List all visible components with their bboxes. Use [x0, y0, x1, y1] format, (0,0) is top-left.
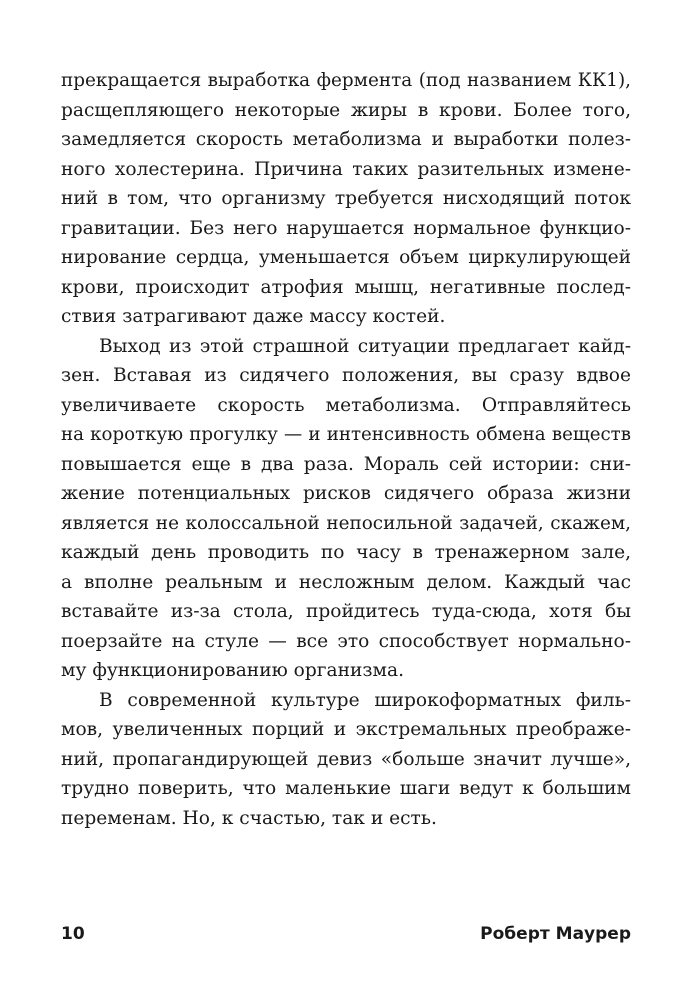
text-line: на короткую прогулку — и интенсивность обмена веществ: [61, 424, 631, 445]
author-name: Роберт Маурер: [480, 924, 631, 944]
text-line: ного холестерина. Причина таких разительных измене-: [61, 158, 631, 180]
text-line: расщепляющего некоторые жиры в крови. Более того,: [61, 99, 631, 121]
text-line: мов, увеличенных порций и экстремальных преображе-: [61, 719, 631, 740]
text-line: крови, происходит атрофия мышц, негативные послед-: [61, 276, 631, 298]
paragraph: [61, 66, 631, 332]
text-line: замедляется скорость метаболизма и выработки полез-: [61, 129, 631, 150]
text-line: повышается еще в два раза. Мораль сей истории: сни-: [61, 453, 631, 475]
text-line: ствия затрагивают даже массу костей.: [61, 306, 446, 327]
paragraph: [61, 332, 631, 686]
text-line: трудно поверить, что маленькие шаги ведут к большим: [61, 778, 631, 799]
text-line: зен. Вставая из сидячего положения, вы сразу вдвое: [61, 365, 631, 386]
text-line: нирование сердца, уменьшается объем циркулирующей: [61, 247, 631, 268]
text-line: гравитации. Без него нарушается нормальное функцио-: [61, 217, 631, 239]
page-number: 10: [61, 924, 85, 944]
page-footer: [61, 922, 631, 946]
text-line: переменам. Но, к счастью, так и есть.: [61, 807, 437, 829]
paragraph: [61, 686, 631, 834]
text-line: поерзайте на стуле — все это способствует нормально-: [61, 630, 631, 652]
text-line: прекращается выработка фермента (под названием КК1),: [61, 70, 631, 91]
text-line: увеличиваете скорость метаболизма. Отправляйтесь: [61, 394, 631, 416]
text-line: является не колоссальной непосильной задачей, скажем,: [61, 512, 631, 534]
text-line: Выход из этой страшной ситуации предлагает кайд-: [99, 335, 631, 357]
text-line: каждый день проводить по часу в тренажерном зале,: [61, 542, 631, 563]
body-text: [61, 66, 631, 833]
text-line: жение потенциальных рисков сидячего образа жизни: [61, 483, 631, 504]
text-line: му функционированию организма.: [61, 660, 404, 681]
text-line: а вполне реальным и несложным делом. Каждый час: [61, 571, 631, 593]
text-line: ний в том, что организму требуется нисходящий поток: [61, 188, 631, 209]
text-line: В современной культуре широкоформатных филь-: [99, 689, 631, 711]
text-line: вставайте из-за стола, пройдитесь туда-сюда, хотя бы: [61, 601, 631, 622]
text-line: ний, пропагандирующей девиз «больше значит лучше»,: [61, 748, 631, 770]
